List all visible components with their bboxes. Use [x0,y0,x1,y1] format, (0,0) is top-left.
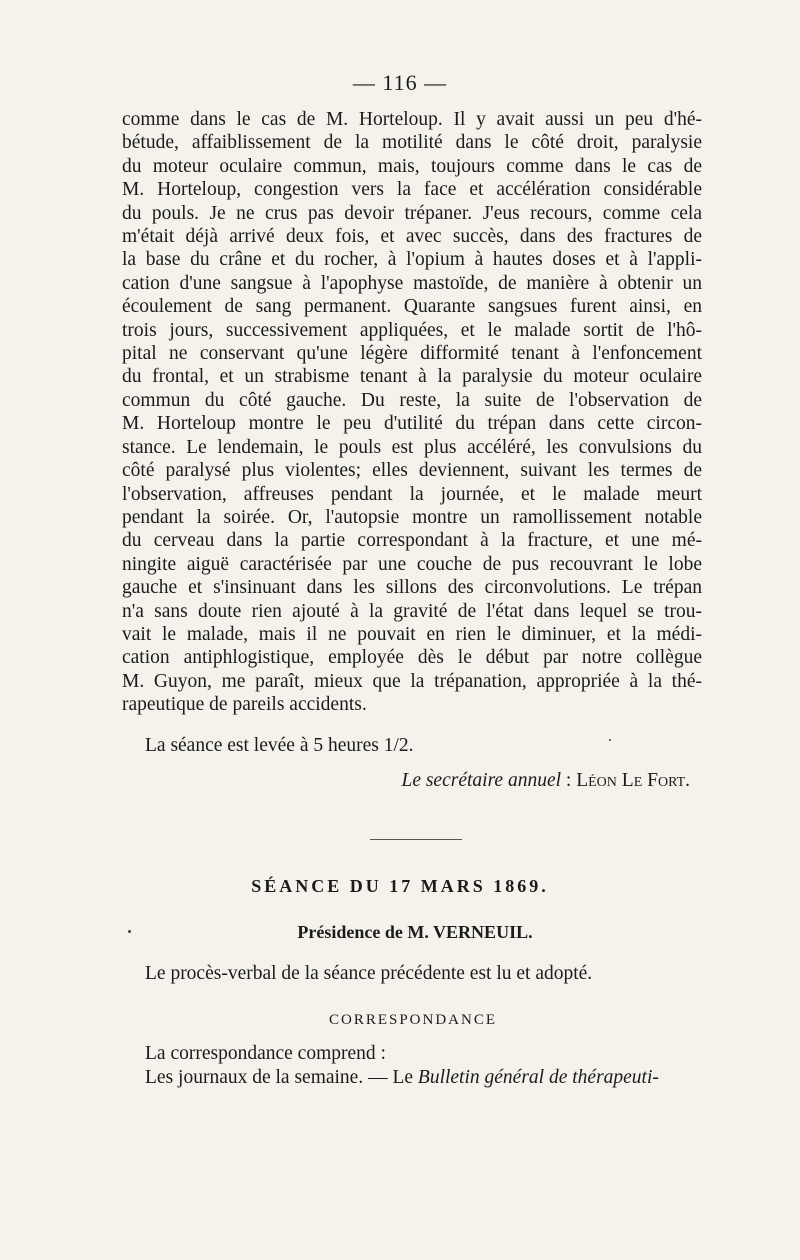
page-number: — 116 — [352,70,448,95]
secretary-signature [401,770,690,792]
journals-prefix: Les journaux de la semaine. — Le [145,1067,418,1088]
body-line: du cerveau dans la partie correspondant à la fracture, et une mé- [122,530,702,552]
session-closing-line: La séance est levée à 5 heures 1/2. [145,735,414,756]
body-line: rapeutique de pareils accidents. [122,694,367,716]
ink-speck [609,739,611,741]
body-line: l'observation, affreuses pendant la journée, et le malade meurt [122,483,702,505]
body-line: n'a sans doute rien ajouté à la gravité de l'état dans lequel se trou- [122,600,702,622]
session-title: SÉANCE DU 17 MARS 1869. [251,876,549,896]
body-line: M. Guyon, me paraît, mieux que la trépanation, appropriée à la thé- [122,670,702,692]
secretary-role: Le secrétaire annuel [401,770,562,791]
body-line: cation antiphlogistique, employée dès le début par notre collègue [122,647,702,669]
body-line: du pouls. Je ne crus pas devoir trépaner. J'eus recours, comme cela [122,202,702,224]
body-line: du frontal, et un strabisme tenant à la paralysie du moteur oculaire [122,366,702,388]
signature-separator: : [561,770,577,791]
body-line: pital ne conservant qu'une légère difformité tenant à l'enfoncement [122,343,702,365]
body-line: vait le malade, mais il ne pouvait en rien le diminuer, et la médi- [122,623,702,645]
body-line: commun du côté gauche. Du reste, la suite de l'observation de [122,389,702,411]
body-line: m'était déjà arrivé deux fois, et avec succès, dans des fractures de [122,226,702,248]
body-line: bétude, affaiblissement de la motilité dans le côté droit, paralysie [122,132,702,154]
body-line: cation d'une sangsue à l'apophyse mastoïde, de manière à obtenir un [122,272,702,294]
correspondance-heading: CORRESPONDANCE [328,1012,498,1028]
secretary-name: Léon Le Fort. [576,770,690,791]
body-line: comme dans le cas de M. Horteloup. Il y avait aussi un peu d'hé- [122,109,702,130]
body-line: du moteur oculaire commun, mais, toujours comme dans le cas de [122,155,702,177]
body-paragraph [122,108,702,717]
ink-speck [128,930,131,933]
body-line: ningite aiguë caractérisée par une couche de pus recouvrant le lobe [122,553,702,575]
minutes-statement: Le procès-verbal de la séance précédente est lu et adopté. [145,963,593,984]
body-line: gauche et s'insinuant dans les sillons des circonvolutions. Le trépan [122,577,702,599]
body-line: pendant la soirée. Or, l'autopsie montre un ramollissement notable [122,506,702,528]
correspondance-journals [145,1067,702,1089]
correspondance-intro: La correspondance comprend : [145,1043,386,1064]
bulletin-title: Bulletin général de thérapeuti- [417,1067,659,1088]
body-line: stance. Le lendemain, le pouls est plus accéléré, les convulsions du [122,436,702,458]
section-divider [370,839,462,840]
body-line: trois jours, successivement appliquées, et le malade sortit de l'hô- [122,319,702,341]
body-line: écoulement de sang permanent. Quarante sangsues furent ainsi, en [122,296,702,318]
body-line: M. Horteloup montre le peu d'utilité du trépan dans cette circon- [122,413,702,435]
presidence-heading: Présidence de M. VERNEUIL. [297,922,533,942]
body-line: M. Horteloup, congestion vers la face et accélération considérable [122,179,702,201]
body-line: côté paralysé plus violentes; elles deviennent, suivant les termes de [122,460,702,482]
body-line: la base du crâne et du rocher, à l'opium à hautes doses et à l'appli- [122,249,702,271]
